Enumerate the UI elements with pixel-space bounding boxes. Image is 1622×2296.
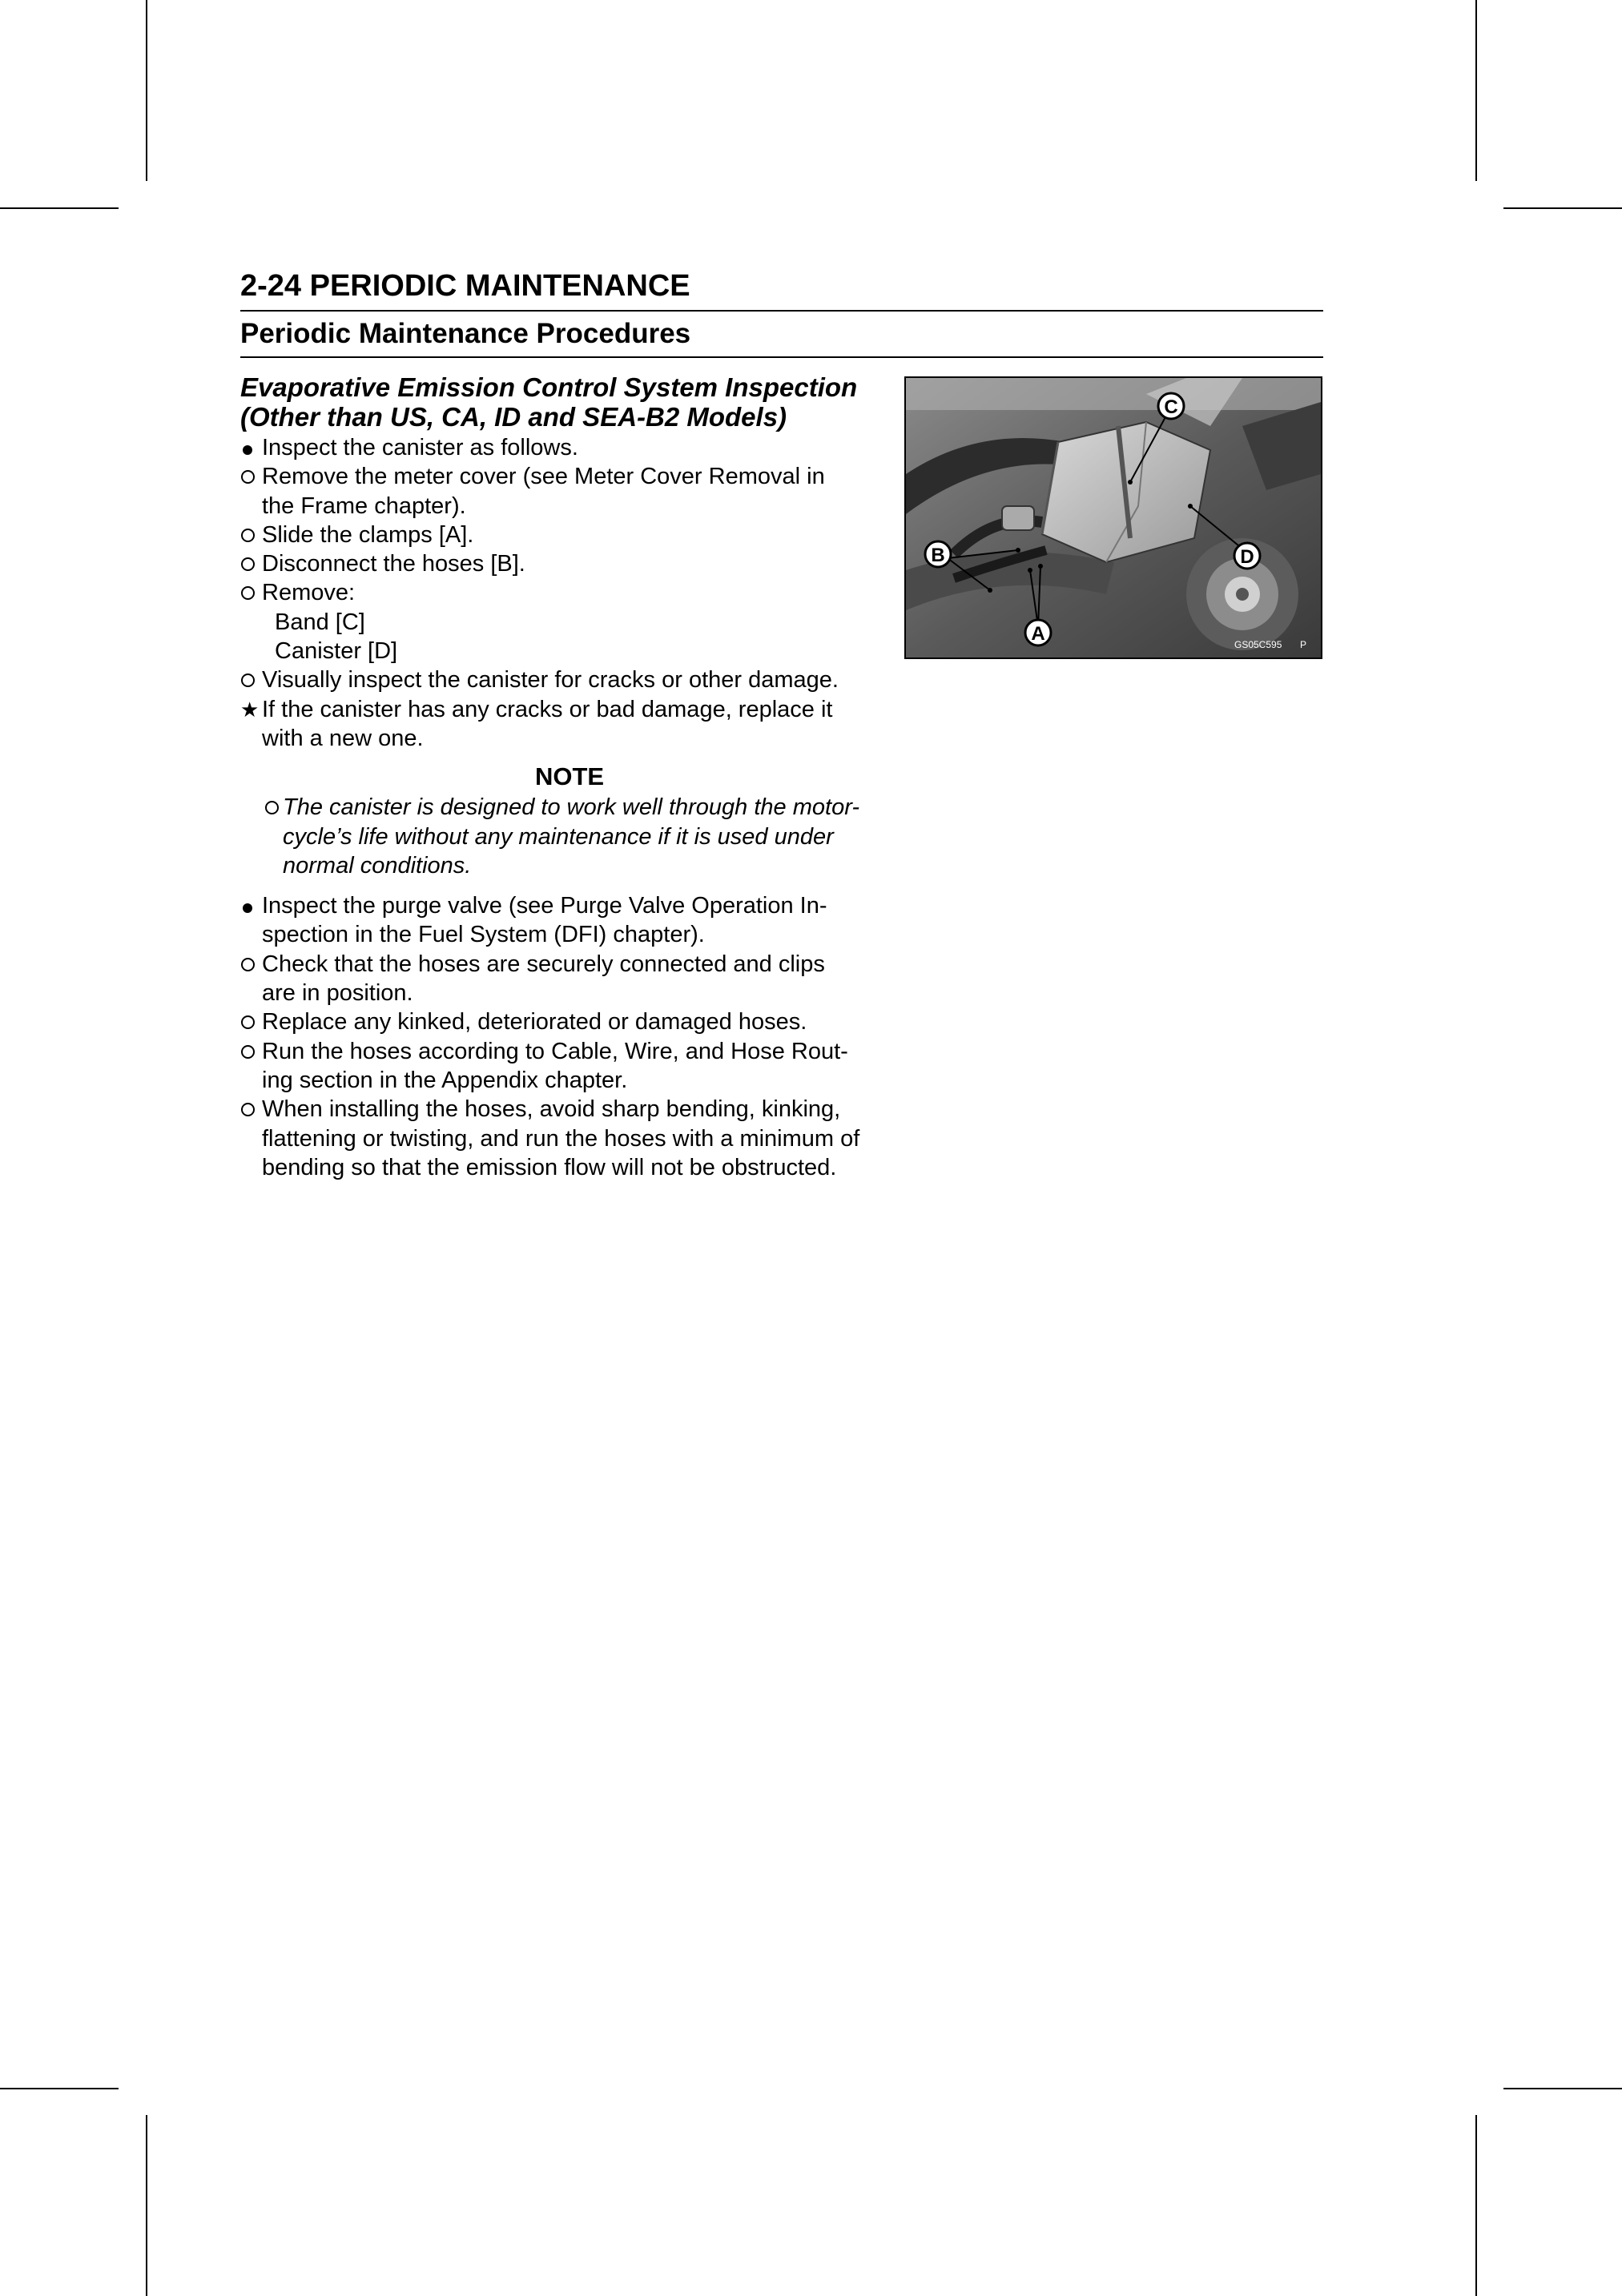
callout-b: B [931,545,945,566]
step-text: with a new one. [262,725,424,751]
step-item [240,1037,875,1096]
step-item [240,1007,875,1036]
crop-mark [1503,2088,1622,2089]
crop-mark [0,2088,119,2089]
crop-mark [1475,2115,1477,2296]
step-item [240,1095,875,1182]
step-line [240,462,875,491]
step-text: If the canister has any cracks or bad damage, replace it [262,696,833,722]
step-item [240,950,875,1008]
step-text: Remove the meter cover (see Meter Cover Removal in [262,464,825,490]
step-line [240,521,875,549]
step-text: the Frame chapter). [262,493,466,519]
step-text: spection in the Fuel System (DFI) chapter). [262,922,705,948]
step-text: ing section in the Appendix chapter. [262,1067,628,1093]
step-line [240,578,875,607]
step-line [240,920,875,949]
page-header [240,267,1323,358]
step-text: are in position. [262,980,413,1007]
step-text: Disconnect the hoses [B]. [262,551,525,577]
canister-photo [904,376,1322,659]
star-icon: ★ [240,697,260,722]
step-line [240,1066,875,1095]
circle-marker-icon [240,578,261,607]
crop-mark [146,2115,147,2296]
step-text: flattening or twisting, and run the hoses with a minimum of [262,1125,860,1152]
bullet-icon [240,891,261,920]
step-line [240,433,875,462]
callout-a: A [1031,623,1045,645]
note-line: The canister is designed to work well through the motor- [283,794,859,821]
crop-mark [146,0,147,181]
step-line [240,665,875,694]
step-line [240,724,875,753]
figure-suffix: P [1300,639,1307,650]
step-item [240,433,875,462]
step-text: Remove: [262,580,356,606]
step-line [240,1153,875,1182]
header-rule [240,356,1323,358]
remove-item: Band [C] [275,609,365,635]
steps-list [240,891,875,1182]
crop-mark [1503,207,1622,209]
step-line [240,950,875,979]
circle-marker-icon [240,1007,261,1036]
circle-marker-icon [240,665,261,694]
section-title-line: Evaporative Emission Control System Inspection [240,372,858,402]
step-line [240,1124,875,1153]
step-line [240,891,875,920]
step-text: Slide the clamps [A]. [262,521,474,548]
step-text: Run the hoses according to Cable, Wire, and Hose Rout- [262,1038,848,1064]
remove-list [240,608,875,666]
steps-list [240,665,875,753]
bullet-icon [240,433,261,462]
step-line [240,549,875,578]
step-line [240,492,875,521]
remove-item: Canister [D] [275,638,398,665]
step-text: Check that the hoses are securely connected and clips [262,951,825,977]
step-item [240,521,875,549]
step-line [240,695,875,724]
step-text: Replace any kinked, deteriorated or damaged hoses. [262,1009,807,1035]
step-text: Visually inspect the canister for cracks or other damage. [262,667,839,694]
circle-marker-icon [264,793,279,822]
crop-mark [1475,0,1477,181]
step-item [240,549,875,578]
note-title: NOTE [534,762,605,791]
step-line [240,1037,875,1066]
step-line [240,1095,875,1124]
note-body [240,793,875,880]
callout-d: D [1240,546,1254,568]
note-line: normal conditions. [283,852,472,879]
section-title [240,372,875,432]
step-item [240,462,875,521]
step-item [240,695,875,754]
note-line: cycle’s life without any maintenance if it is used under [283,823,834,850]
circle-marker-icon [240,462,261,491]
circle-marker-icon [240,1095,261,1124]
step-line [240,1007,875,1036]
crop-mark [0,207,119,209]
circle-marker-icon [240,950,261,979]
page-subtitle: Periodic Maintenance Procedures [240,318,691,349]
figure-code: GS05C595 [1234,639,1282,650]
circle-marker-icon [240,521,261,549]
step-text: bending so that the emission flow will not be obstructed. [262,1154,837,1180]
section-title-line: (Other than US, CA, ID and SEA-B2 Models) [240,402,787,432]
step-text: When installing the hoses, avoid sharp bending, kinking, [262,1096,841,1123]
step-item [240,891,875,950]
step-text: Inspect the canister as follows. [262,435,578,460]
steps-list [240,433,875,608]
step-item [240,665,875,694]
step-line [240,979,875,1007]
procedure-text [240,372,875,1182]
callout-c: C [1164,396,1178,418]
step-text: Inspect the purge valve (see Purge Valve Operation In- [262,893,827,919]
circle-marker-icon [240,1037,261,1066]
page-title: 2-24 PERIODIC MAINTENANCE [240,269,690,303]
step-item [240,578,875,607]
circle-marker-icon [240,549,261,578]
